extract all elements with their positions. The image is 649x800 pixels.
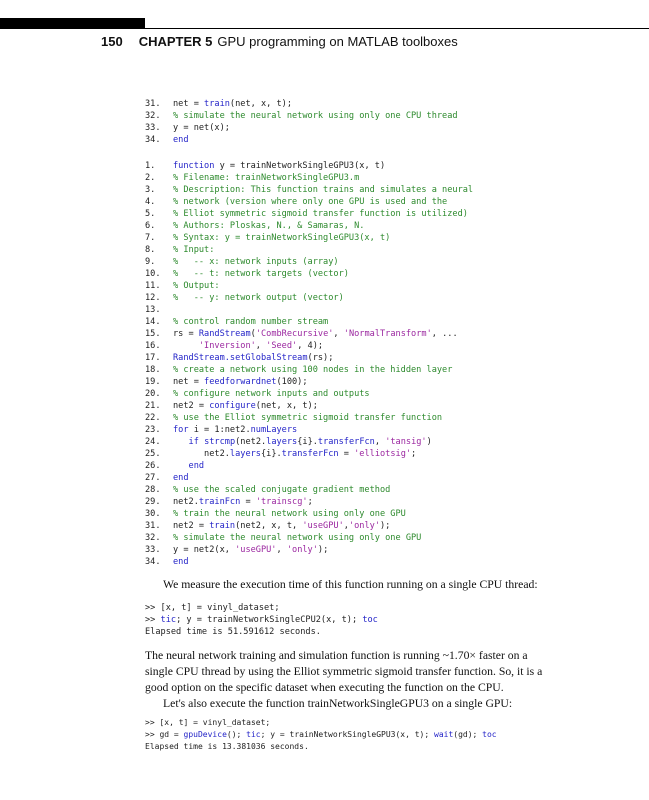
code-text: net = [173,99,205,109]
code-text: (); [226,730,247,739]
code-comment: % control random number stream [173,317,329,327]
code-text: , ... [431,329,458,339]
code-text [173,437,189,447]
code-line [145,280,473,292]
code-function: train [209,521,236,531]
code-text: (net2, x, t, [235,521,303,531]
code-text: (100); [276,377,308,387]
console-output-gpu [145,717,497,753]
code-function: RandStream.setGlobalStream [173,353,308,363]
line-number: 12. [145,293,161,303]
line-number: 3. [145,185,156,195]
paragraph-speedup: The neural network training and simulation function is running ~1.70× faster on a single CPU thread by using the Elliot symmetric sigmoid transfer function. So, it is a good option on the specific dataset when executing the function on the CPU. [145,649,543,694]
code-listing-trainNetworkSingleGPU3 [145,160,473,568]
code-text: ); [317,545,329,555]
code-line [145,388,473,400]
code-line [145,268,473,280]
line-number: 15. [145,329,161,339]
line-number: 30. [145,509,161,519]
code-keyword: if [188,437,199,447]
code-comment: % Filename: trainNetworkSingleGPU3.m [173,173,360,183]
paragraph-gpu-intro: Let's also execute the function trainNetworkSingleGPU3 on a single GPU: [163,697,513,710]
line-number: 19. [145,377,161,387]
line-number: 33. [145,123,161,133]
code-function: layers [229,449,261,459]
code-line [145,208,473,220]
chapter-label: CHAPTER 5 [138,34,213,49]
code-comment: % network (version where only one GPU is used and the [173,197,448,207]
code-line [145,717,497,729]
code-function: numLayers [250,425,298,435]
code-function: feedforwardnet [204,377,277,387]
code-text: (net2. [235,437,267,447]
code-line [145,110,458,122]
code-text: = [338,449,355,459]
line-number: 5. [145,209,156,219]
code-line [145,316,473,328]
code-text: >> gd = [145,730,184,739]
line-number: 16. [145,341,161,351]
code-line [145,484,473,496]
code-text: ; [307,497,313,507]
line-number: 22. [145,413,161,423]
code-keyword: for [173,425,189,435]
code-text: (net, x, t); [229,99,293,109]
code-line [145,196,473,208]
line-number: 18. [145,365,161,375]
code-string: 'trainscg' [255,497,308,507]
code-text: rs = [173,329,199,339]
code-line [145,340,473,352]
code-comment: % Elliot symmetric sigmoid transfer function is utilized) [173,209,468,219]
code-line [145,424,473,436]
code-line [145,741,497,753]
code-string: 'useGPU' [235,545,277,555]
console-output-cpu [145,602,378,638]
line-number: 1. [145,161,156,171]
code-function: tic [160,615,177,625]
line-number: 33. [145,545,161,555]
code-line [145,364,473,376]
code-text [173,461,189,471]
line-number: 17. [145,353,161,363]
code-text: ; [411,449,417,459]
code-line [145,256,473,268]
header-bar [0,18,145,29]
code-string: 'only' [348,521,380,531]
code-text [173,341,199,351]
code-comment: % simulate the neural network using only one CPU thread [173,111,458,121]
code-text: = [240,497,256,507]
code-function: layers [266,437,298,447]
code-keyword: end [173,557,189,567]
code-text: ; y = trainNetworkSingleGPU3(x, t); [260,730,434,739]
line-number: 13. [145,305,161,315]
code-line [145,98,458,110]
line-number: 31. [145,99,161,109]
code-line [145,122,458,134]
code-text: net = [173,377,205,387]
line-number: 23. [145,425,161,435]
code-line [145,376,473,388]
line-number: 7. [145,233,156,243]
code-text: {i}. [260,449,282,459]
code-function: configure [209,401,256,411]
code-text: >> [x, t] = vinyl_dataset; [145,603,280,613]
code-text: Elapsed time is 51.591612 seconds. [145,627,321,637]
code-text: ( [250,329,256,339]
code-function: transferFcn [317,437,375,447]
code-text: y = trainNetworkSingleGPU3(x, t) [214,161,386,171]
line-number: 2. [145,173,156,183]
code-text: (rs); [307,353,334,363]
code-comment: % train the neural network using only one GPU [173,509,406,519]
code-text: , [276,545,287,555]
code-text: Elapsed time is 13.381036 seconds. [145,742,309,751]
code-string: 'NormalTransform' [343,329,432,339]
line-number: 6. [145,221,156,231]
line-number: 24. [145,437,161,447]
line-number: 34. [145,557,161,567]
code-text: ); [380,521,391,531]
code-string: 'Inversion' [198,341,256,351]
line-number: 10. [145,269,161,279]
code-function: gpuDevice [183,730,227,739]
code-line [145,304,473,316]
code-line [145,220,473,232]
code-comment: % Input: [173,245,215,255]
code-text: net2. [173,497,199,507]
code-function: strcmp [204,437,236,447]
code-comment: % create a network using 100 nodes in the hidden layer [173,365,453,375]
code-keyword: end [173,473,189,483]
line-number: 9. [145,257,156,267]
code-line [145,232,473,244]
code-line [145,729,497,741]
line-number: 26. [145,461,161,471]
code-text: (gd); [453,730,483,739]
code-comment: % Authors: Ploskas, N., & Samaras, N. [173,221,365,231]
code-function: transferFcn [281,449,339,459]
code-comment: % Syntax: y = trainNetworkSingleGPU3(x, t) [173,233,391,243]
code-function: toc [482,730,497,739]
code-line [145,532,473,544]
code-function: RandStream [198,329,251,339]
code-comment: % -- t: network targets (vector) [173,269,349,279]
line-number: 4. [145,197,156,207]
code-text: >> [x, t] = vinyl_dataset; [145,718,271,727]
code-comment: % use the Elliot symmetric sigmoid transfer function [173,413,443,423]
code-line [145,496,473,508]
code-string: 'only' [286,545,318,555]
code-comment: % -- y: network output (vector) [173,293,344,303]
code-line [145,172,473,184]
code-text: y = net(x); [173,123,230,133]
code-line [145,244,473,256]
code-text: , [343,521,349,531]
line-number: 32. [145,533,161,543]
code-text: (net, x, t); [255,401,318,411]
line-number: 11. [145,281,161,291]
paragraph-cpu-intro: We measure the execution time of this function running on a single CPU thread: [163,578,538,591]
code-line [145,160,473,172]
code-line [145,292,473,304]
code-line [145,614,378,626]
code-function: trainFcn [198,497,241,507]
code-line [145,460,473,472]
line-number: 34. [145,135,161,145]
code-keyword: end [173,135,189,145]
code-text: net2 = [173,401,210,411]
chapter-title: GPU programming on MATLAB toolboxes [217,34,458,49]
code-line [145,184,473,196]
code-function: tic [246,730,261,739]
code-keyword: function [173,161,215,171]
code-comment: % Output: [173,281,220,291]
code-line [145,400,473,412]
code-string: 'useGPU' [302,521,344,531]
code-keyword: end [188,461,205,471]
line-number: 27. [145,473,161,483]
code-line [145,436,473,448]
code-text: ; y = trainNetworkSingleCPU2(x, t); [176,615,363,625]
code-text: i = 1:net2. [188,425,251,435]
header-rule [145,28,649,29]
code-line [145,626,378,638]
code-text: >> [145,615,161,625]
code-line [145,328,473,340]
line-number: 20. [145,389,161,399]
code-line [145,472,473,484]
code-text: y = net2(x, [173,545,236,555]
line-number: 29. [145,497,161,507]
line-number: 8. [145,245,156,255]
code-text: , [255,341,267,351]
line-number: 21. [145,401,161,411]
code-line [145,352,473,364]
code-comment: % -- x: network inputs (array) [173,257,339,267]
code-comment: % use the scaled conjugate gradient method [173,485,391,495]
code-string: 'tansig' [385,437,427,447]
code-line [145,520,473,532]
code-listing-tail [145,98,458,146]
code-text: {i}. [297,437,318,447]
code-line [145,134,458,146]
code-text: net2. [173,449,230,459]
code-text: net2 = [173,521,210,531]
code-line [145,544,473,556]
code-string: 'Seed' [266,341,298,351]
code-line [145,556,473,568]
code-comment: % Description: This function trains and simulates a neural [173,185,474,195]
running-header [101,34,458,49]
line-number: 25. [145,449,161,459]
page-number: 150 [101,34,123,49]
code-text: , [374,437,386,447]
code-line [145,412,473,424]
line-number: 32. [145,111,161,121]
code-comment: % simulate the neural network using only one GPU [173,533,422,543]
code-text: , [333,329,344,339]
code-line [145,602,378,614]
line-number: 28. [145,485,161,495]
code-function: train [204,99,230,109]
code-comment: % configure network inputs and outputs [173,389,370,399]
code-string: 'elliotsig' [354,449,412,459]
code-line [145,508,473,520]
code-line [145,448,473,460]
line-number: 31. [145,521,161,531]
code-function: wait [434,730,454,739]
code-text: , 4); [297,341,324,351]
code-function: toc [362,615,378,625]
code-string: 'CombRecursive' [255,329,334,339]
code-text: ) [426,437,432,447]
line-number: 14. [145,317,161,327]
